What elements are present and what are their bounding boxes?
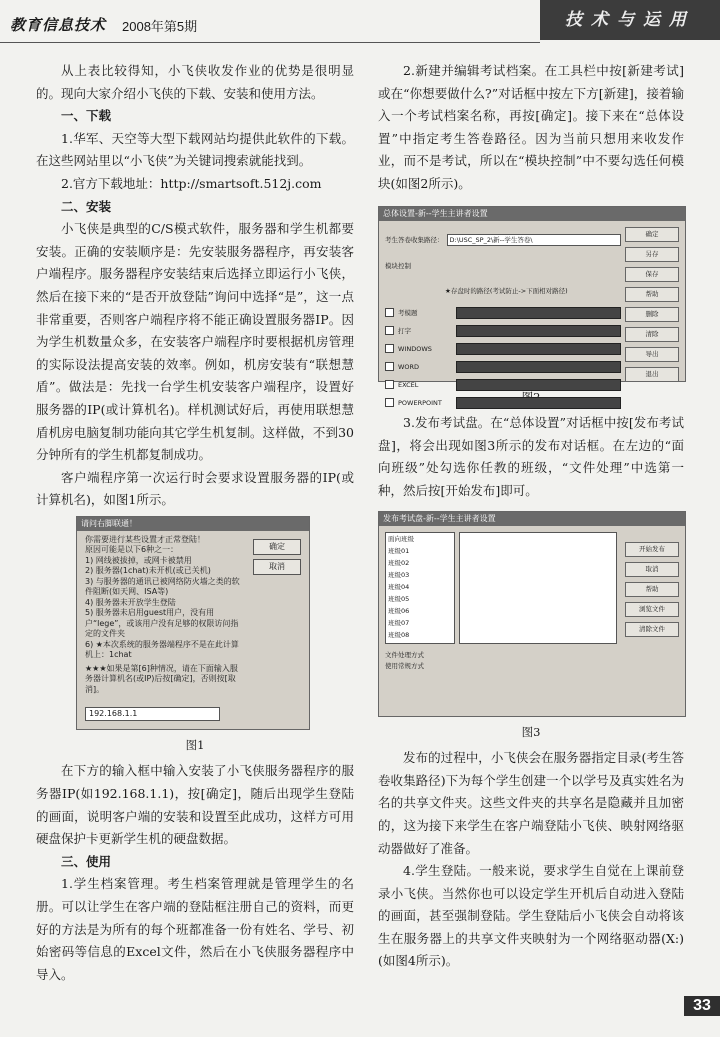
module-row[interactable] bbox=[385, 395, 621, 410]
page-number: 33 bbox=[684, 996, 720, 1016]
paragraph: 从上表比较得知，小飞侠收发作业的优势是很明显的。现向大家介绍小飞侠的下载、安装和使用方法。 bbox=[36, 63, 354, 101]
dialog-button-stack bbox=[625, 542, 679, 642]
dialog-button[interactable]: 确定 bbox=[625, 227, 679, 242]
paragraph: 1.华军、天空等大型下载网站均提供此软件的下载。在这些网站里以“小飞侠”为关键词搜索就能找到。 bbox=[36, 130, 354, 169]
right-column bbox=[378, 60, 684, 973]
section-heading: 二、安装 bbox=[61, 198, 112, 214]
dialog-button[interactable]: 退出 bbox=[625, 367, 679, 382]
reason-item: 2) 服务器(1chat)未开机(或已关机) bbox=[85, 566, 211, 576]
figure-caption: 图3 bbox=[521, 724, 541, 739]
module-path-field[interactable] bbox=[456, 325, 621, 337]
class-item[interactable]: 班级05 bbox=[388, 594, 410, 603]
paragraph: 2.新建并编辑考试档案。在工具栏中按[新建考试]或在“你想要做什么?”对话框中按左下方[新建]，接着输入一个考试档案名称，再按[确定]。接下来在“总体设置”中指定考生答卷路径。因为当前只想用来收发作业，而不是考试，所以在“模块控制”中不要勾选任何模块(如图2所示)。 bbox=[378, 63, 684, 191]
module-group-label: 模块控制 bbox=[385, 262, 411, 271]
reason-item: 5) 服务器未启用guest用户，没有用户“lege”，或该用户没有足够的权限访问指定的文件夹 bbox=[85, 608, 239, 639]
module-row[interactable] bbox=[385, 377, 621, 392]
class-list-label: 面向班级 bbox=[388, 534, 414, 543]
reason-item: 1) 网线被拔掉，或网卡被禁用 bbox=[85, 555, 192, 565]
module-label: EXCEL bbox=[398, 380, 419, 389]
module-path-field[interactable] bbox=[456, 343, 621, 355]
answer-path-input[interactable]: D:\USC_SP_2\新--学生答卷\ bbox=[447, 234, 622, 246]
checkbox[interactable] bbox=[385, 344, 394, 353]
dialog-title: 总体设置-新--学生主讲者设置 bbox=[379, 207, 685, 221]
module-row[interactable] bbox=[385, 305, 621, 320]
class-item[interactable]: 班级08 bbox=[388, 630, 410, 639]
figure-3-dialog bbox=[378, 511, 686, 717]
module-label: WINDOWS bbox=[398, 344, 432, 353]
page-header bbox=[0, 0, 720, 42]
module-row[interactable] bbox=[385, 341, 621, 356]
module-row[interactable] bbox=[385, 323, 621, 338]
module-row[interactable] bbox=[385, 359, 621, 374]
cancel-button[interactable]: 取消 bbox=[253, 559, 301, 575]
dialog-note: ★★★如果是第[6]种情况，请在下面输入服务器计算机名(或IP)后按[确定]，否则按[取消]。 bbox=[85, 663, 238, 694]
issue-label: 2008年第5期 bbox=[122, 19, 198, 34]
checkbox[interactable] bbox=[385, 308, 394, 317]
path-label: 考生答卷收集路径： bbox=[385, 235, 444, 244]
dialog-line: 你需要进行某些设置才正常登陆！ bbox=[85, 534, 205, 544]
module-label: 考模题 bbox=[398, 308, 418, 317]
paragraph: 客户端程序第一次运行时会要求设置服务器的IP(或计算机名)，如图1所示。 bbox=[36, 469, 354, 508]
dialog-button[interactable]: 另存 bbox=[625, 247, 679, 262]
option-radio[interactable]: 使用常规方式 bbox=[385, 661, 424, 670]
server-ip-input[interactable]: 192.168.1.1 bbox=[85, 707, 220, 721]
checkbox[interactable] bbox=[385, 380, 394, 389]
figure-caption: 图1 bbox=[185, 737, 205, 752]
dialog-title: 发布考试盘-新--学生主讲者设置 bbox=[379, 512, 685, 526]
file-tree-panel[interactable] bbox=[459, 532, 617, 644]
module-label: 打字 bbox=[398, 326, 411, 335]
class-list[interactable] bbox=[385, 532, 455, 644]
paragraph: 3.发布考试盘。在“总体设置”对话框中按[发布考试盘]，将会出现如图3所示的发布对话框。在左边的“面向班级”处勾选你任教的班级，“文件处理”中选第一种，然后按[开始发布]即可。 bbox=[378, 415, 684, 498]
path-hint: ★存盘时的路径(考试防止->下面相对路径) bbox=[445, 286, 568, 295]
left-column bbox=[36, 60, 354, 986]
checkbox[interactable] bbox=[385, 362, 394, 371]
dialog-button[interactable]: 导出 bbox=[625, 347, 679, 362]
dialog-button[interactable]: 帮助 bbox=[625, 582, 679, 597]
figure-2-dialog bbox=[378, 206, 686, 407]
journal-name: 教育信息技术 bbox=[10, 16, 107, 34]
class-item[interactable]: 班级07 bbox=[388, 618, 410, 627]
paragraph: 在下方的输入框中输入安装了小飞侠服务器程序的服务器IP(如192.168.1.1)，按[确定]，随后出现学生登陆的画面，说明客户端的安装和设置至此成功，这样方可用硬盘保护卡更新学生机的硬盘数据。 bbox=[36, 763, 354, 847]
dialog-button[interactable]: 帮助 bbox=[625, 287, 679, 302]
dialog-button[interactable]: 开始发布 bbox=[625, 542, 679, 557]
dialog-title: 请问右脚联通！ bbox=[77, 517, 309, 531]
class-item[interactable]: 班级01 bbox=[388, 546, 410, 555]
paragraph: 2.官方下载地址：http://smartsoft.512j.com bbox=[61, 175, 322, 191]
option-label: 文件处理方式 bbox=[385, 650, 424, 659]
reason-item: 3) 与服务器的通讯已被网络防火墙之类的软件阻断(如天网、ISA等) bbox=[85, 576, 240, 597]
checkbox[interactable] bbox=[385, 326, 394, 335]
ok-button[interactable]: 确定 bbox=[253, 539, 301, 555]
class-item[interactable]: 班级06 bbox=[388, 606, 410, 615]
dialog-button[interactable]: 删除 bbox=[625, 307, 679, 322]
paragraph: 4.学生登陆。一般来说，要求学生自觉在上课前登录小飞侠。当然你也可以设定学生开机后自动进入登陆的画面，甚至强制登陆。学生登陆后小飞侠会自动将该生在服务器上的共享文件夹映射为一个网络驱动器(X:)(如图4所示)。 bbox=[378, 863, 684, 969]
class-item[interactable]: 班级02 bbox=[388, 558, 410, 567]
dialog-button[interactable]: 清除 bbox=[625, 327, 679, 342]
paragraph: 1.学生档案管理。考生档案管理就是管理学生的名册。可以让学生在客户端的登陆框注册自己的资料，而更好的方法是为所有的每个班都准备一份有姓名、学号、初始密码等信息的Excel文件，然后在小飞侠服务器程序中导入。 bbox=[36, 876, 354, 982]
class-item[interactable]: 班级04 bbox=[388, 582, 410, 591]
module-path-field[interactable] bbox=[456, 307, 621, 319]
module-path-field[interactable] bbox=[456, 379, 621, 391]
section-heading: 三、使用 bbox=[61, 853, 112, 869]
module-label: POWERPOINT bbox=[398, 398, 442, 407]
dialog-button[interactable]: 浏览文件 bbox=[625, 602, 679, 617]
dialog-button[interactable]: 清除文件 bbox=[625, 622, 679, 637]
header-rule bbox=[0, 42, 540, 43]
dialog-line: 原因可能是以下6种之一： bbox=[85, 545, 179, 555]
module-path-field[interactable] bbox=[456, 397, 621, 409]
module-path-field[interactable] bbox=[456, 361, 621, 373]
section-heading: 一、下载 bbox=[61, 108, 112, 124]
dialog-button-stack bbox=[625, 227, 679, 387]
figure-1-dialog bbox=[76, 516, 310, 730]
reason-item: 6) ★本次系统的服务器端程序不是在此计算机上：1chat bbox=[85, 639, 239, 660]
section-banner: 技术与运用 bbox=[540, 0, 720, 40]
dialog-button[interactable]: 取消 bbox=[625, 562, 679, 577]
module-label: WORD bbox=[398, 362, 420, 371]
reason-item: 4) 服务器未开放学生登陆 bbox=[85, 597, 176, 607]
checkbox[interactable] bbox=[385, 398, 394, 407]
paragraph: 小飞侠是典型的C/S模式软件，服务器和学生机都要安装。正确的安装顺序是：先安装服务器程序，再安装客户端程序。服务器程序安装结束后选择立即运行小飞侠，然后在接下来的“是否开放登陆”询问中选择“是”，这一点非常重要，否则客户端程序将不能正确设置服务器IP。因为学生机数量众多，在安装客户端程序时要根据机房管理的实际设法提高安装的效率。例如，机房安装有“联想慧盾”。做法是：先找一台学生机安装客户端程序，设置好服务器的IP(或计算机名)。样机测试好后，再使用联想慧盾机房电脑复制功能向其它学生机复制。这样做，不到30分钟所有的学生机都复制成功。 bbox=[36, 221, 354, 463]
dialog-button[interactable]: 保存 bbox=[625, 267, 679, 282]
class-item[interactable]: 班级03 bbox=[388, 570, 410, 579]
paragraph: 发布的过程中，小飞侠会在服务器指定目录(考生答卷收集路径)下为每个学生创建一个以学号及真实姓名为名的共享文件夹。这些文件夹的共享名是隐藏并且加密的，这为接下来学生在客户端登陆小飞侠、映射网络驱动器做好了准备。 bbox=[378, 750, 684, 856]
